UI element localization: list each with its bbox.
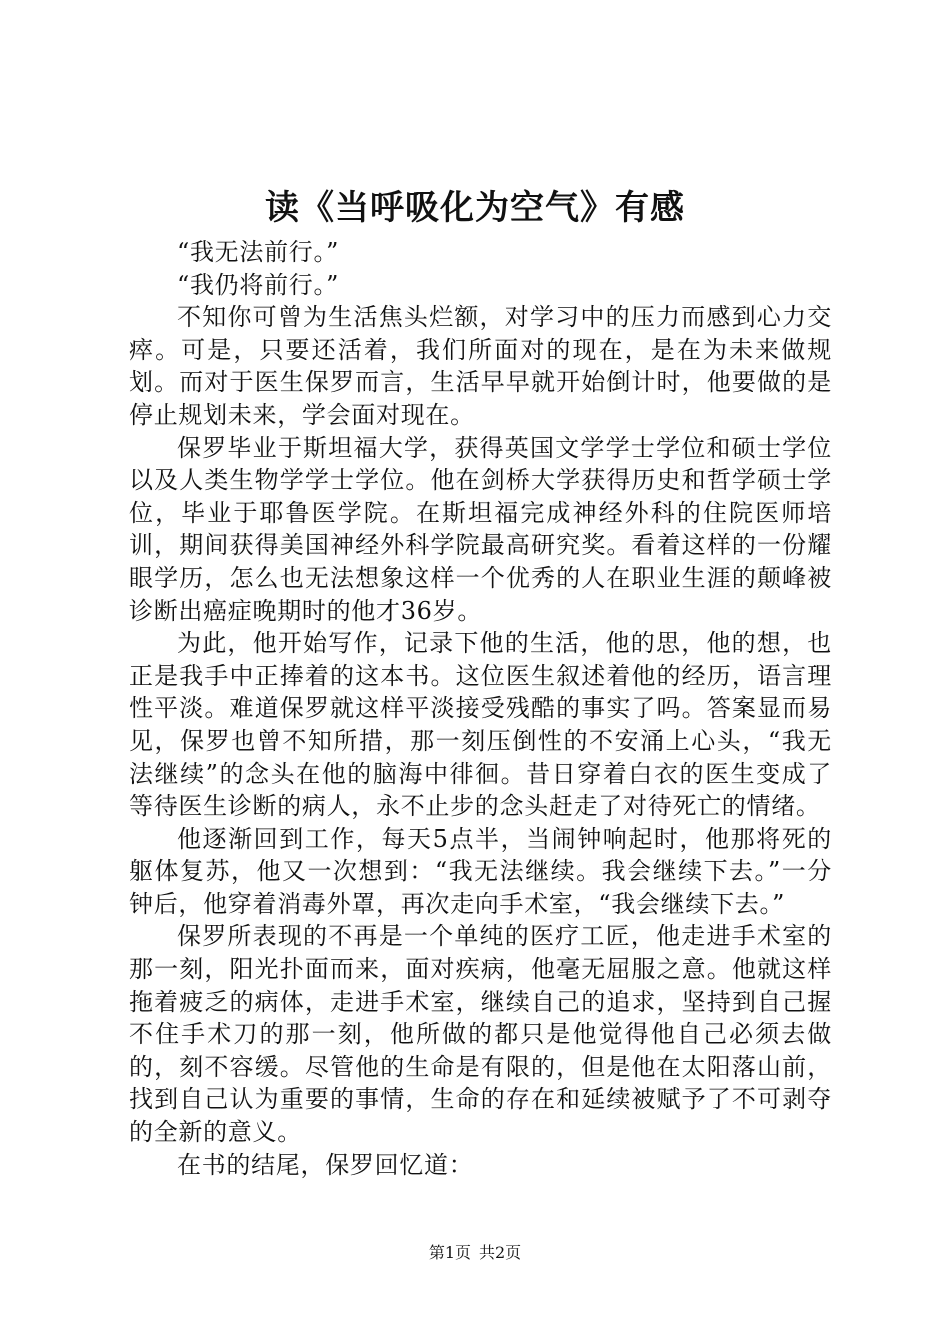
paragraph-6: 他逐渐回到工作，每天5点半，当闹钟响起时，他那将死的躯体复苏，他又一次想到：“我无法继续。我会继续下去。”一分钟后，他穿着消毒外罩，再次走向手术室，“我会继续下去。” xyxy=(129,824,832,918)
paragraph-7: 保罗所表现的不再是一个单纯的医疗工匠，他走进手术室的那一刻，阳光扑面而来，面对疾病，他毫无屈服之意。他就这样拖着疲乏的病体，走进手术室，继续自己的追求，坚持到自己握不住手术刀的那一刻，他所做的都只是他觉得他自己必须去做的，刻不容缓。尽管他的生命是有限的，但是他在太阳落山前，找到自己认为重要的事情，生命的存在和延续被赋予了不可剥夺的全新的意义。 xyxy=(129,922,832,1147)
paragraph-1: “我无法前行。” xyxy=(177,238,340,266)
page-footer xyxy=(0,1241,950,1265)
page-total: 共2页 xyxy=(479,1243,522,1262)
paragraph-2: “我仍将前行。” xyxy=(177,270,340,299)
paragraph-4: 保罗毕业于斯坦福大学，获得英国文学学士学位和硕士学位以及人类生物学学士学位。他在剑桥大学获得历史和哲学硕士学位，毕业于耶鲁医学院。在斯坦福完成神经外科的住院医师培训，期间获得美国神经外科学院最高研究奖。看着这样的一份耀眼学历，怎么也无法想象这样一个优秀的人在职业生涯的颠峰被诊断出癌症晚期时的他才36岁。 xyxy=(129,433,832,625)
document-body xyxy=(129,236,832,1181)
page-number: 第1页 xyxy=(428,1243,471,1262)
paragraph-3: 不知你可曾为生活焦头烂额，对学习中的压力而感到心力交瘁。可是，只要还活着，我们所面对的现在，是在为未来做规划。而对于医生保罗而言，生活早早就开始倒计时，他要做的是停止规划未来，学会面对现在。 xyxy=(129,303,832,429)
document-title: 读《当呼吸化为空气》有感 xyxy=(265,188,685,228)
paragraph-8: 在书的结尾，保罗回忆道： xyxy=(177,1150,474,1179)
paragraph-5: 为此，他开始写作，记录下他的生活，他的思，他的想，也正是我手中正捧着的这本书。这位医生叙述着他的经历，语言理性平淡。难道保罗就这样平淡接受残酷的事实了吗。答案显而易见，保罗也曾不知所措，那一刻压倒性的不安涌上心头，“我无法继续”的念头在他的脑海中徘徊。昔日穿着白衣的医生变成了等待医生诊断的病人，永不止步的念头赶走了对待死亡的情绪。 xyxy=(129,629,832,821)
